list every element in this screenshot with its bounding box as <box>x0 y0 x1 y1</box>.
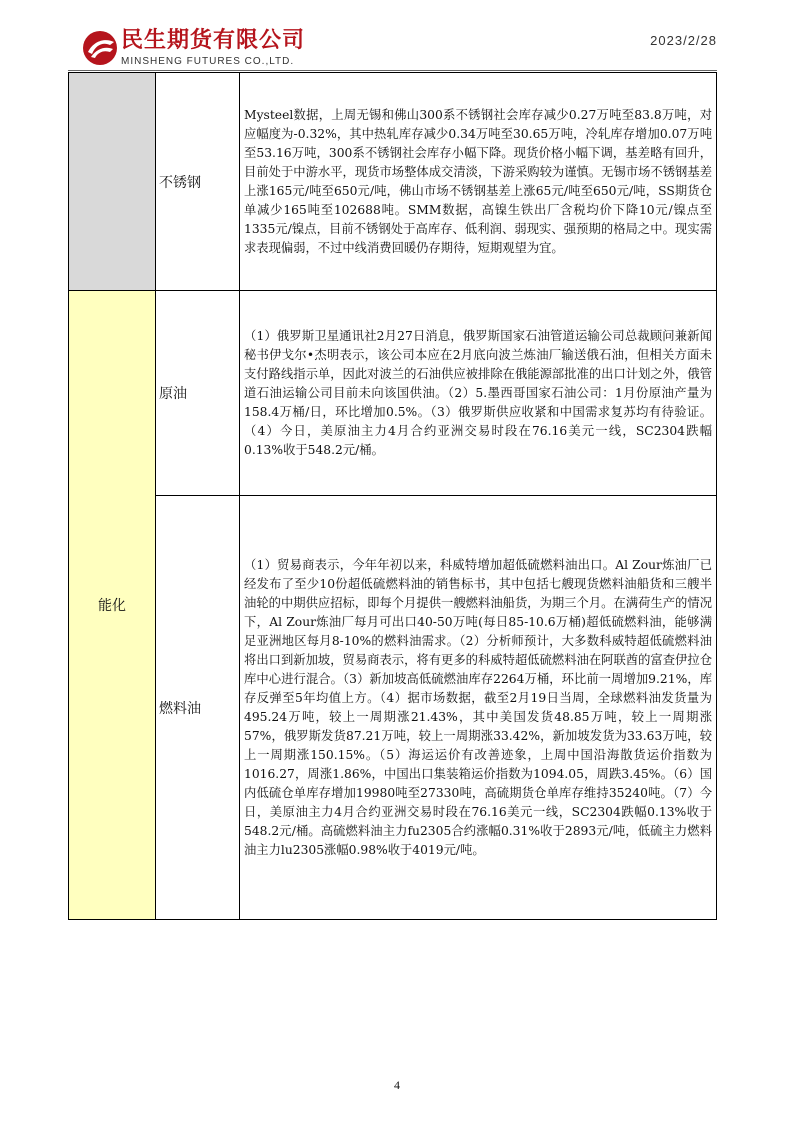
page-header <box>0 0 794 75</box>
table-row <box>69 496 717 920</box>
product-label: 不锈钢 <box>156 73 240 291</box>
page-number: 4 <box>394 1078 400 1092</box>
product-commentary <box>240 496 717 920</box>
company-name-cn: 民生期货有限公司 <box>121 28 306 53</box>
minsheng-logo-icon <box>82 30 118 66</box>
sector-label: 能化 <box>69 291 156 920</box>
commentary-text: （1）俄罗斯卫星通讯社2月27日消息，俄罗斯国家石油管道运输公司总裁顾问兼新闻秘书伊戈尔•杰明表示，该公司本应在2月底向波兰炼油厂输送俄石油，但相关方面未支付路线指示单，因此对波兰的石油供应被排除在俄能源部批准的出口计划之外，俄管道石油运输公司目前未向该国供油。（2）5.墨西哥国家石油公司：1月份原油产量为158.4万桶/日，环比增加0.5%。（3）俄罗斯供应收紧和中国需求复苏均有待验证。（4）今日，美原油主力4月合约亚洲交易时段在76.16美元一线，SC2304跌幅0.13%收于548.2元/桶。 <box>244 328 712 457</box>
table-row <box>69 291 717 496</box>
company-name-en: MINSHENG FUTURES CO.,LTD. <box>121 56 295 67</box>
report-date: 2023/2/28 <box>650 33 717 48</box>
commentary-text: Mysteel数据，上周无锡和佛山300系不锈钢社会库存减少0.27万吨至83.8万吨，对应幅度为-0.32%，其中热轧库存减少0.34万吨至30.65万吨，冷轧库存增加0.07万吨至53.16万吨，300系不锈钢社会库存小幅下降。现货价格小幅下调，基差略有回升，目前处于中游水平，现货市场整体成交清淡，下游采购较为谨慎。无锡市场不锈钢基差上涨165元/吨至650元/吨，佛山市场不锈钢基差上涨65元/吨至650元/吨，SS期货仓单减少165吨至102688吨。SMM数据，高镍生铁出厂含税均价下降10元/镍点至1335元/镍点，目前不锈钢处于高库存、低利润、弱现实、强预期的格局之中。现实需求表现偏弱，不过中线消费回暖仍存期待，短期观望为宜。 <box>244 107 712 255</box>
product-commentary <box>240 73 717 291</box>
product-commentary <box>240 291 717 496</box>
commentary-text: （1）贸易商表示，今年年初以来，科威特增加超低硫燃料油出口。Al Zour炼油厂已经发布了至少10份超低硫燃料油的销售标书，其中包括七艘现货燃料油船货和三艘半油轮的中期供应招标，即每个月提供一艘燃料油船货，为期三个月。在满荷生产的情况下，Al Zour炼油厂每月可出口40-50万吨(每日85-10.6万桶)超低硫燃料油，能够满足亚洲地区每月8-10%的燃料油需求。（2）分析师预计，大多数科威特超低硫燃料油将出口到新加坡，贸易商表示，将有更多的科威特超低硫燃料油在阿联酋的富查伊拉仓库中心进行混合。（3）新加坡高低硫燃油库存2264万桶，环比前一周增加9.21%，库存反弹至5年均值上方。（4）据市场数据，截至2月19日当周，全球燃料油发货量为495.24万吨，较上一周期涨21.43%，其中美国发货48.85万吨，较上一周期涨57%，俄罗斯发货87.21万吨，较上一周期涨33.42%，新加坡发货为33.63万吨，较上一周期涨150.15%。（5）海运运价有改善迹象，上周中国沿海散货运价指数为1016.27，周涨1.86%，中国出口集装箱运价指数为1094.05，周跌3.45%。（6）国内低硫仓单库存增加19980吨至27330吨，高硫期货仓单库存维持35240吨。（7）今日，美原油主力4月合约亚洲交易时段在76.16美元一线，SC2304跌幅0.13%收于548.2元/桶。高硫燃料油主力fu2305合约涨幅0.31%收于2893元/吨，低硫主力燃料油主力lu2305涨幅0.98%收于4019元/吨。 <box>244 557 712 857</box>
product-label: 燃料油 <box>156 496 240 920</box>
product-label: 原油 <box>156 291 240 496</box>
commodity-table <box>68 72 717 920</box>
header-divider <box>68 70 717 71</box>
sector-cell-blank <box>69 73 156 291</box>
table-row <box>69 73 717 291</box>
